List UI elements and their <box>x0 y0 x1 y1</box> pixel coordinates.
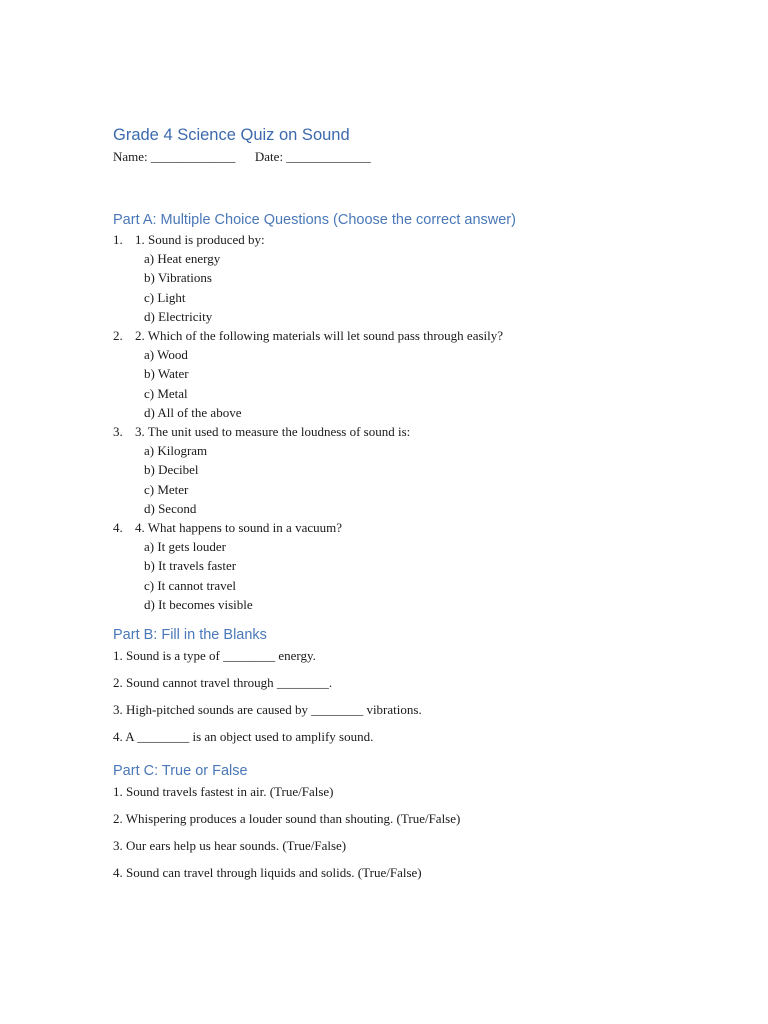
mcq-question <box>113 326 713 422</box>
name-date-line: Name: _____________ Date: _____________ <box>113 149 371 164</box>
option-list <box>113 441 713 518</box>
question-number: 2. <box>113 328 123 344</box>
option: b) Water <box>144 366 189 382</box>
option-list <box>113 249 713 326</box>
fill-blank-item: 3. High-pitched sounds are caused by ________ vibrations. <box>113 702 422 718</box>
question-text: 3. The unit used to measure the loudness of sound is: <box>135 424 411 440</box>
part-b-heading: Part B: Fill in the Blanks <box>113 627 267 644</box>
fill-blank-item: 1. Sound is a type of ________ energy. <box>113 648 316 664</box>
fill-blank-item: 4. A ________ is an object used to amplify sound. <box>113 729 374 745</box>
true-false-item: 3. Our ears help us hear sounds. (True/False) <box>113 838 347 854</box>
true-false-item: 4. Sound can travel through liquids and solids. (True/False) <box>113 865 422 881</box>
option: c) Metal <box>144 385 188 401</box>
question-number: 3. <box>113 424 123 440</box>
mcq-question <box>113 230 713 326</box>
true-false-item: 1. Sound travels fastest in air. (True/False) <box>113 784 334 800</box>
option: d) It becomes visible <box>144 596 253 612</box>
part-c-heading: Part C: True or False <box>113 763 248 780</box>
document-page <box>113 124 713 891</box>
option-list <box>113 345 713 422</box>
option: c) Light <box>144 289 186 305</box>
true-false-list <box>113 783 713 882</box>
option: a) Wood <box>144 347 188 363</box>
true-false-item: 2. Whispering produces a louder sound than shouting. (True/False) <box>113 811 461 827</box>
option: a) Kilogram <box>144 443 208 459</box>
part-a-heading: Part A: Multiple Choice Questions (Choose the correct answer) <box>113 212 516 228</box>
mcq-question <box>113 518 713 614</box>
option: d) Second <box>144 500 197 516</box>
fill-blank-item: 2. Sound cannot travel through ________. <box>113 675 333 691</box>
option: d) All of the above <box>144 404 242 420</box>
option: a) Heat energy <box>144 251 221 267</box>
option: b) Decibel <box>144 462 199 478</box>
option: c) It cannot travel <box>144 577 237 593</box>
document-title: Grade 4 Science Quiz on Sound <box>113 126 350 144</box>
option: c) Meter <box>144 481 189 497</box>
mcq-question <box>113 422 713 518</box>
option: a) It gets louder <box>144 539 226 555</box>
option-list <box>113 537 713 614</box>
question-number: 4. <box>113 520 123 536</box>
question-text: 4. What happens to sound in a vacuum? <box>135 520 342 536</box>
mcq-list <box>113 230 713 614</box>
fill-blanks-list <box>113 647 713 746</box>
question-number: 1. <box>113 232 123 247</box>
question-text: 2. Which of the following materials will let sound pass through easily? <box>135 328 504 344</box>
option: d) Electricity <box>144 308 213 324</box>
question-text: 1. Sound is produced by: <box>135 232 265 247</box>
option: b) It travels faster <box>144 558 237 574</box>
option: b) Vibrations <box>144 270 212 286</box>
